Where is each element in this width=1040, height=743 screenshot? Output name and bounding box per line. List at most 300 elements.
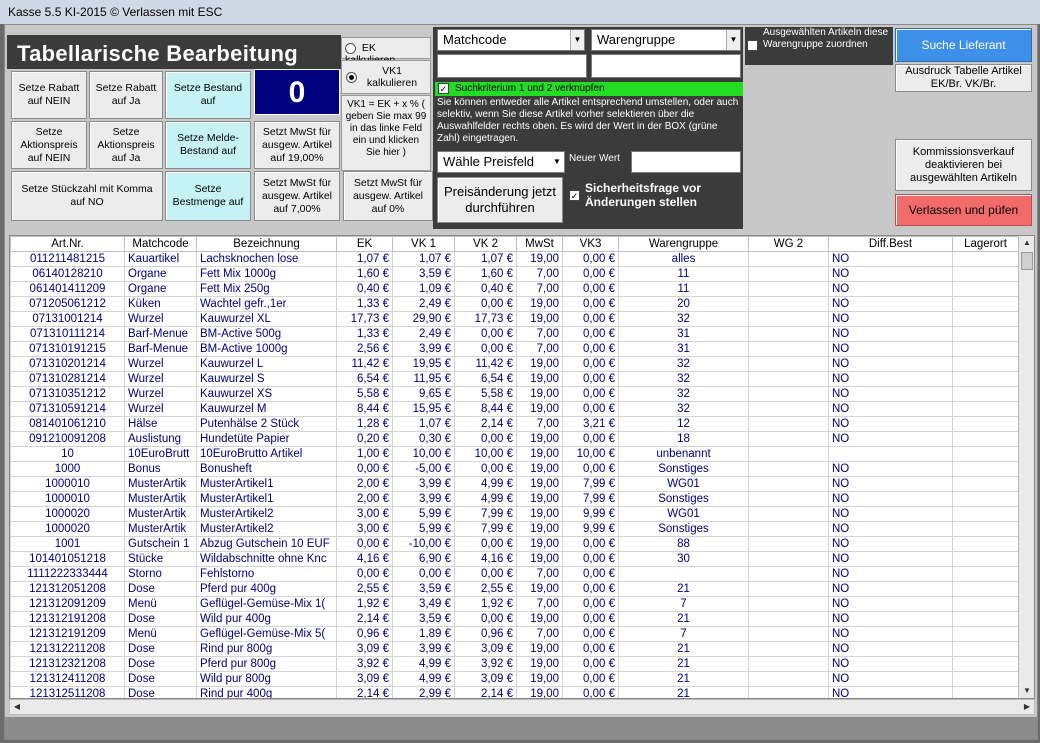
table-cell[interactable] xyxy=(953,252,1019,267)
table-cell[interactable]: 1000010 xyxy=(11,477,125,492)
table-cell[interactable]: 0,00 € xyxy=(455,567,517,582)
table-row[interactable] xyxy=(11,312,1019,327)
table-cell[interactable]: 88 xyxy=(619,537,749,552)
matchcode-select[interactable] xyxy=(437,29,585,51)
table-cell[interactable]: 19,00 xyxy=(517,297,563,312)
table-cell[interactable]: 10,00 € xyxy=(393,447,455,462)
table-cell[interactable]: Kauwurzel M xyxy=(197,402,337,417)
table-cell[interactable] xyxy=(953,402,1019,417)
table-cell[interactable]: 9,99 € xyxy=(563,507,619,522)
table-cell[interactable]: 0,00 € xyxy=(563,312,619,327)
table-row[interactable] xyxy=(11,267,1019,282)
table-cell[interactable]: 32 xyxy=(619,402,749,417)
table-cell[interactable]: 0,00 € xyxy=(455,612,517,627)
table-cell[interactable]: 1,89 € xyxy=(393,627,455,642)
table-cell[interactable]: 0,00 € xyxy=(563,612,619,627)
table-cell[interactable]: Dose xyxy=(125,672,197,687)
table-cell[interactable] xyxy=(953,627,1019,642)
table-row[interactable] xyxy=(11,297,1019,312)
table-cell[interactable]: Wild pur 400g xyxy=(197,612,337,627)
table-cell[interactable]: Organe xyxy=(125,282,197,297)
table-cell[interactable]: MusterArtikel1 xyxy=(197,492,337,507)
table-cell[interactable]: 1,07 € xyxy=(393,252,455,267)
table-cell[interactable]: Rind pur 400g xyxy=(197,687,337,700)
table-cell[interactable]: Kauwurzel L xyxy=(197,357,337,372)
table-cell[interactable]: 0,00 € xyxy=(563,672,619,687)
preisaenderung-button[interactable]: Preisänderung jetzt durchführen xyxy=(437,177,563,223)
table-cell[interactable]: 7,99 € xyxy=(455,507,517,522)
table-cell[interactable]: 7,00 xyxy=(517,627,563,642)
table-cell[interactable]: Menü xyxy=(125,627,197,642)
suche-lieferant-button[interactable]: Suche Lieferant xyxy=(895,28,1032,62)
table-cell[interactable]: 091210091208 xyxy=(11,432,125,447)
table-cell[interactable] xyxy=(953,672,1019,687)
table-cell[interactable] xyxy=(749,267,829,282)
table-cell[interactable]: 071310351212 xyxy=(11,387,125,402)
table-cell[interactable]: 2,56 € xyxy=(337,342,393,357)
table-cell[interactable]: NO xyxy=(829,462,953,477)
table-cell[interactable]: 081401061210 xyxy=(11,417,125,432)
table-cell[interactable]: 3,59 € xyxy=(393,612,455,627)
table-cell[interactable] xyxy=(749,462,829,477)
table-cell[interactable]: 6,54 € xyxy=(337,372,393,387)
table-cell[interactable]: 0,00 € xyxy=(563,537,619,552)
table-cell[interactable] xyxy=(749,582,829,597)
table-cell[interactable]: 0,40 € xyxy=(455,282,517,297)
zuordnen-checkbox[interactable] xyxy=(747,40,758,51)
table-cell[interactable] xyxy=(953,297,1019,312)
column-header[interactable]: EK xyxy=(337,237,393,252)
table-cell[interactable]: 21 xyxy=(619,657,749,672)
table-cell[interactable]: Wurzel xyxy=(125,387,197,402)
table-row[interactable] xyxy=(11,642,1019,657)
verknuepfen-bar[interactable] xyxy=(435,82,743,96)
ausdruck-button[interactable]: Ausdruck Tabelle Artikel EK/Br. VK/Br. xyxy=(895,64,1032,92)
table-cell[interactable]: 6,90 € xyxy=(393,552,455,567)
table-cell[interactable]: 19,00 xyxy=(517,402,563,417)
chevron-down-icon[interactable]: ▼ xyxy=(726,30,740,50)
table-cell[interactable]: MusterArtik xyxy=(125,477,197,492)
table-cell[interactable]: 7,00 xyxy=(517,267,563,282)
table-cell[interactable]: Gutschein 1 xyxy=(125,537,197,552)
table-cell[interactable]: Geflügel-Gemüse-Mix 5( xyxy=(197,627,337,642)
table-cell[interactable]: 1000 xyxy=(11,462,125,477)
table-row[interactable] xyxy=(11,372,1019,387)
table-cell[interactable]: 0,00 € xyxy=(563,327,619,342)
table-cell[interactable]: 2,55 € xyxy=(455,582,517,597)
table-cell[interactable]: 0,00 € xyxy=(337,462,393,477)
table-cell[interactable]: 19,00 xyxy=(517,687,563,700)
table-cell[interactable] xyxy=(749,657,829,672)
table-cell[interactable]: Kauwurzel S xyxy=(197,372,337,387)
table-cell[interactable]: 071310201214 xyxy=(11,357,125,372)
column-header[interactable]: Diff.Best xyxy=(829,237,953,252)
table-cell[interactable]: 19,00 xyxy=(517,552,563,567)
table-cell[interactable]: 20 xyxy=(619,297,749,312)
table-cell[interactable]: 32 xyxy=(619,387,749,402)
table-cell[interactable]: NO xyxy=(829,282,953,297)
bestand-button[interactable]: Setze Bestand auf xyxy=(165,71,251,119)
table-cell[interactable]: NO xyxy=(829,687,953,700)
table-row[interactable] xyxy=(11,687,1019,700)
neuer-wert-input[interactable] xyxy=(631,151,741,173)
table-cell[interactable]: 21 xyxy=(619,642,749,657)
table-row[interactable] xyxy=(11,582,1019,597)
table-cell[interactable] xyxy=(749,477,829,492)
mwst0-button[interactable]: Setzt MwSt für ausgew. Artikel auf 0% xyxy=(343,171,433,221)
table-cell[interactable] xyxy=(953,567,1019,582)
table-cell[interactable]: 2,99 € xyxy=(393,687,455,700)
table-row[interactable] xyxy=(11,657,1019,672)
table-cell[interactable] xyxy=(749,357,829,372)
table-cell[interactable]: 3,00 € xyxy=(337,507,393,522)
table-cell[interactable]: 19,00 xyxy=(517,477,563,492)
table-cell[interactable]: 071310591214 xyxy=(11,402,125,417)
table-cell[interactable]: 4,99 € xyxy=(455,492,517,507)
table-cell[interactable]: Wurzel xyxy=(125,372,197,387)
table-cell[interactable]: BM-Active 500g xyxy=(197,327,337,342)
table-row[interactable] xyxy=(11,252,1019,267)
table-row[interactable] xyxy=(11,387,1019,402)
table-cell[interactable] xyxy=(953,327,1019,342)
table-cell[interactable]: 1,92 € xyxy=(337,597,393,612)
column-header[interactable]: Bezeichnung xyxy=(197,237,337,252)
table-cell[interactable]: 2,55 € xyxy=(337,582,393,597)
table-cell[interactable]: NO xyxy=(829,267,953,282)
table-cell[interactable] xyxy=(953,687,1019,700)
table-cell[interactable]: Dose xyxy=(125,612,197,627)
table-cell[interactable]: NO xyxy=(829,597,953,612)
column-header[interactable]: Warengruppe xyxy=(619,237,749,252)
table-cell[interactable]: 1,92 € xyxy=(455,597,517,612)
table-cell[interactable]: Kauartikel xyxy=(125,252,197,267)
table-cell[interactable] xyxy=(749,642,829,657)
table-cell[interactable]: 7 xyxy=(619,627,749,642)
table-cell[interactable] xyxy=(953,597,1019,612)
table-row[interactable] xyxy=(11,507,1019,522)
table-cell[interactable]: 5,58 € xyxy=(337,387,393,402)
table-cell[interactable]: 19,00 xyxy=(517,357,563,372)
table-cell[interactable]: Dose xyxy=(125,657,197,672)
table-cell[interactable]: Hälse xyxy=(125,417,197,432)
table-cell[interactable]: 0,00 € xyxy=(563,387,619,402)
table-cell[interactable]: Bonusheft xyxy=(197,462,337,477)
table-cell[interactable] xyxy=(953,642,1019,657)
table-cell[interactable]: Dose xyxy=(125,642,197,657)
table-cell[interactable]: 07131001214 xyxy=(11,312,125,327)
table-cell[interactable]: Wachtel gefr.,1er xyxy=(197,297,337,312)
table-cell[interactable]: Wildabschnitte ohne Knc xyxy=(197,552,337,567)
table-cell[interactable]: BM-Active 1000g xyxy=(197,342,337,357)
table-cell[interactable]: NO xyxy=(829,402,953,417)
column-header[interactable]: Art.Nr. xyxy=(11,237,125,252)
table-cell[interactable]: 31 xyxy=(619,342,749,357)
table-cell[interactable]: 21 xyxy=(619,687,749,700)
vk1-info-text[interactable]: VK1 = EK + x % ( geben Sie max 99 in das linke Feld ein und klicken Sie hier ) xyxy=(341,95,431,171)
table-cell[interactable]: 6,54 € xyxy=(455,372,517,387)
table-cell[interactable]: 0,00 € xyxy=(563,597,619,612)
table-cell[interactable]: 0,00 € xyxy=(563,552,619,567)
table-cell[interactable]: WG01 xyxy=(619,477,749,492)
table-cell[interactable]: 0,00 € xyxy=(455,297,517,312)
table-cell[interactable]: 0,00 € xyxy=(563,342,619,357)
table-cell[interactable]: Wurzel xyxy=(125,312,197,327)
table-cell[interactable]: 5,99 € xyxy=(393,507,455,522)
table-cell[interactable]: NO xyxy=(829,522,953,537)
table-cell[interactable] xyxy=(749,402,829,417)
table-cell[interactable]: MusterArtik xyxy=(125,522,197,537)
table-cell[interactable] xyxy=(953,492,1019,507)
table-cell[interactable]: 3,09 € xyxy=(455,642,517,657)
table-cell[interactable]: 17,73 € xyxy=(455,312,517,327)
table-cell[interactable]: NO xyxy=(829,417,953,432)
scroll-thumb[interactable] xyxy=(1021,252,1033,270)
table-cell[interactable] xyxy=(749,252,829,267)
scroll-left-icon[interactable]: ◀ xyxy=(13,702,21,711)
table-cell[interactable]: NO xyxy=(829,342,953,357)
table-cell[interactable]: 29,90 € xyxy=(393,312,455,327)
table-cell[interactable] xyxy=(953,462,1019,477)
table-cell[interactable] xyxy=(953,477,1019,492)
table-cell[interactable]: MusterArtikel2 xyxy=(197,522,337,537)
table-cell[interactable] xyxy=(953,447,1019,462)
table-cell[interactable]: 19,00 xyxy=(517,462,563,477)
table-cell[interactable]: 7,00 xyxy=(517,342,563,357)
table-cell[interactable]: 3,21 € xyxy=(563,417,619,432)
chevron-down-icon[interactable]: ▼ xyxy=(570,30,584,50)
table-cell[interactable]: 19,00 xyxy=(517,447,563,462)
table-cell[interactable]: 0,40 € xyxy=(337,282,393,297)
table-cell[interactable]: Bonus xyxy=(125,462,197,477)
table-cell[interactable] xyxy=(749,372,829,387)
table-cell[interactable]: 1,09 € xyxy=(393,282,455,297)
table-row[interactable] xyxy=(11,462,1019,477)
table-cell[interactable]: 3,99 € xyxy=(393,492,455,507)
table-cell[interactable]: 1,07 € xyxy=(455,252,517,267)
table-cell[interactable] xyxy=(749,672,829,687)
table-cell[interactable]: NO xyxy=(829,507,953,522)
table-cell[interactable]: 10EuroBrutt xyxy=(125,447,197,462)
table-row[interactable] xyxy=(11,282,1019,297)
column-header[interactable]: MwSt xyxy=(517,237,563,252)
table-cell[interactable]: 12 xyxy=(619,417,749,432)
table-cell[interactable] xyxy=(749,507,829,522)
table-cell[interactable]: 0,00 € xyxy=(563,402,619,417)
table-cell[interactable]: 4,99 € xyxy=(455,477,517,492)
scroll-up-icon[interactable]: ▲ xyxy=(1023,238,1031,247)
table-cell[interactable]: 4,16 € xyxy=(337,552,393,567)
table-cell[interactable]: 11 xyxy=(619,282,749,297)
table-cell[interactable]: 0,00 € xyxy=(563,432,619,447)
table-cell[interactable]: 3,09 € xyxy=(337,672,393,687)
table-cell[interactable]: 10,00 € xyxy=(563,447,619,462)
table-cell[interactable]: NO xyxy=(829,252,953,267)
table-cell[interactable] xyxy=(749,687,829,700)
table-cell[interactable]: 5,58 € xyxy=(455,387,517,402)
table-cell[interactable] xyxy=(749,327,829,342)
vertical-scrollbar[interactable] xyxy=(1018,236,1034,698)
aktion-nein-button[interactable]: Setze Aktionspreis auf NEIN xyxy=(11,121,87,169)
table-cell[interactable] xyxy=(749,492,829,507)
table-cell[interactable]: 32 xyxy=(619,372,749,387)
table-row[interactable] xyxy=(11,402,1019,417)
table-cell[interactable] xyxy=(749,537,829,552)
table-cell[interactable]: -10,00 € xyxy=(393,537,455,552)
matchcode-input[interactable] xyxy=(437,54,587,78)
table-cell[interactable]: 0,00 € xyxy=(563,657,619,672)
table-cell[interactable]: 7,00 xyxy=(517,417,563,432)
table-cell[interactable]: 17,73 € xyxy=(337,312,393,327)
table-cell[interactable] xyxy=(749,597,829,612)
table-row[interactable] xyxy=(11,567,1019,582)
table-cell[interactable]: NO xyxy=(829,567,953,582)
table-cell[interactable] xyxy=(953,537,1019,552)
table-cell[interactable]: NO xyxy=(829,657,953,672)
table-cell[interactable]: 121312091209 xyxy=(11,597,125,612)
table-cell[interactable]: 7,99 € xyxy=(563,477,619,492)
table-cell[interactable]: NO xyxy=(829,357,953,372)
table-cell[interactable]: 121312191208 xyxy=(11,612,125,627)
table-cell[interactable] xyxy=(953,282,1019,297)
table-cell[interactable]: 0,00 € xyxy=(455,432,517,447)
table-cell[interactable]: 19,00 xyxy=(517,372,563,387)
table-cell[interactable]: 10EuroBrutto Artikel xyxy=(197,447,337,462)
table-row[interactable] xyxy=(11,342,1019,357)
table-row[interactable] xyxy=(11,432,1019,447)
table-cell[interactable]: Wurzel xyxy=(125,402,197,417)
table-cell[interactable]: 071310111214 xyxy=(11,327,125,342)
table-cell[interactable] xyxy=(953,522,1019,537)
table-cell[interactable]: 2,49 € xyxy=(393,297,455,312)
table-cell[interactable]: 0,96 € xyxy=(455,627,517,642)
chevron-down-icon[interactable]: ▼ xyxy=(550,152,564,172)
preisfeld-select[interactable] xyxy=(437,151,565,173)
table-cell[interactable]: 19,00 xyxy=(517,387,563,402)
meldebestand-button[interactable]: Setze Melde-Bestand auf xyxy=(165,121,251,169)
table-cell[interactable]: 19,00 xyxy=(517,522,563,537)
table-cell[interactable] xyxy=(953,417,1019,432)
table-cell[interactable] xyxy=(749,282,829,297)
table-cell[interactable]: 19,95 € xyxy=(393,357,455,372)
table-cell[interactable] xyxy=(749,552,829,567)
table-cell[interactable]: 19,00 xyxy=(517,537,563,552)
table-cell[interactable]: NO xyxy=(829,672,953,687)
table-cell[interactable]: 3,09 € xyxy=(455,672,517,687)
bestmenge-button[interactable]: Setze Bestmenge auf xyxy=(165,171,251,221)
table-row[interactable] xyxy=(11,447,1019,462)
table-cell[interactable]: 3,99 € xyxy=(393,477,455,492)
table-cell[interactable]: 1001 xyxy=(11,537,125,552)
table-cell[interactable]: NO xyxy=(829,372,953,387)
table-row[interactable] xyxy=(11,627,1019,642)
table-cell[interactable]: NO xyxy=(829,492,953,507)
table-cell[interactable]: 1000020 xyxy=(11,522,125,537)
table-cell[interactable] xyxy=(953,312,1019,327)
table-cell[interactable]: NO xyxy=(829,477,953,492)
table-cell[interactable]: Auslistung xyxy=(125,432,197,447)
table-cell[interactable]: Barf-Menue xyxy=(125,342,197,357)
table-cell[interactable] xyxy=(749,627,829,642)
table-cell[interactable]: Rind pur 800g xyxy=(197,642,337,657)
table-cell[interactable]: NO xyxy=(829,387,953,402)
table-cell[interactable]: Sonstiges xyxy=(619,492,749,507)
column-header[interactable]: Matchcode xyxy=(125,237,197,252)
table-cell[interactable]: 4,99 € xyxy=(393,657,455,672)
table-cell[interactable]: 19,00 xyxy=(517,492,563,507)
table-cell[interactable] xyxy=(953,357,1019,372)
table-cell[interactable]: 011211481215 xyxy=(11,252,125,267)
table-cell[interactable]: 2,00 € xyxy=(337,477,393,492)
table-row[interactable] xyxy=(11,597,1019,612)
table-cell[interactable] xyxy=(953,387,1019,402)
table-cell[interactable]: 4,99 € xyxy=(393,672,455,687)
table-cell[interactable] xyxy=(953,657,1019,672)
table-cell[interactable]: 21 xyxy=(619,672,749,687)
table-cell[interactable]: Lachsknochen lose xyxy=(197,252,337,267)
table-cell[interactable]: Küken xyxy=(125,297,197,312)
table-cell[interactable]: 121312411208 xyxy=(11,672,125,687)
table-cell[interactable] xyxy=(749,432,829,447)
table-cell[interactable]: Barf-Menue xyxy=(125,327,197,342)
table-cell[interactable]: Pferd pur 800g xyxy=(197,657,337,672)
table-cell[interactable]: NO xyxy=(829,582,953,597)
table-cell[interactable] xyxy=(749,447,829,462)
table-cell[interactable]: 0,00 € xyxy=(563,642,619,657)
table-cell[interactable]: Pferd pur 400g xyxy=(197,582,337,597)
table-cell[interactable]: NO xyxy=(829,627,953,642)
table-cell[interactable]: 121312321208 xyxy=(11,657,125,672)
table-cell[interactable]: 10,00 € xyxy=(455,447,517,462)
table-cell[interactable]: NO xyxy=(829,432,953,447)
table-cell[interactable] xyxy=(953,342,1019,357)
table-cell[interactable]: 9,99 € xyxy=(563,522,619,537)
table-cell[interactable]: 5,99 € xyxy=(393,522,455,537)
table-cell[interactable]: 3,59 € xyxy=(393,267,455,282)
table-cell[interactable]: Geflügel-Gemüse-Mix 1( xyxy=(197,597,337,612)
table-cell[interactable]: 19,00 xyxy=(517,657,563,672)
table-cell[interactable]: 0,00 € xyxy=(337,567,393,582)
table-cell[interactable] xyxy=(749,312,829,327)
table-cell[interactable]: 19,00 xyxy=(517,252,563,267)
table-cell[interactable]: Kauwurzel XL xyxy=(197,312,337,327)
table-cell[interactable]: 2,14 € xyxy=(455,687,517,700)
aktion-ja-button[interactable]: Setze Aktionspreis auf Ja xyxy=(89,121,163,169)
table-cell[interactable]: 7,99 € xyxy=(563,492,619,507)
table-row[interactable] xyxy=(11,612,1019,627)
scroll-right-icon[interactable]: ▶ xyxy=(1023,702,1031,711)
table-cell[interactable] xyxy=(749,342,829,357)
table-cell[interactable]: Menü xyxy=(125,597,197,612)
table-row[interactable] xyxy=(11,417,1019,432)
warengruppe-input[interactable] xyxy=(591,54,741,78)
article-table[interactable] xyxy=(9,235,1035,699)
table-cell[interactable]: 30 xyxy=(619,552,749,567)
table-cell[interactable]: 2,14 € xyxy=(455,417,517,432)
table-cell[interactable] xyxy=(953,552,1019,567)
table-cell[interactable]: Sonstiges xyxy=(619,462,749,477)
table-row[interactable] xyxy=(11,492,1019,507)
table-cell[interactable] xyxy=(749,522,829,537)
column-header[interactable]: Lagerort xyxy=(953,237,1019,252)
table-row[interactable] xyxy=(11,672,1019,687)
table-cell[interactable]: 7,00 xyxy=(517,567,563,582)
table-cell[interactable]: 3,99 € xyxy=(393,342,455,357)
table-cell[interactable] xyxy=(953,507,1019,522)
table-cell[interactable]: 0,00 € xyxy=(563,582,619,597)
table-cell[interactable] xyxy=(749,417,829,432)
table-cell[interactable]: 1,07 € xyxy=(337,252,393,267)
table-cell[interactable]: 06140128210 xyxy=(11,267,125,282)
